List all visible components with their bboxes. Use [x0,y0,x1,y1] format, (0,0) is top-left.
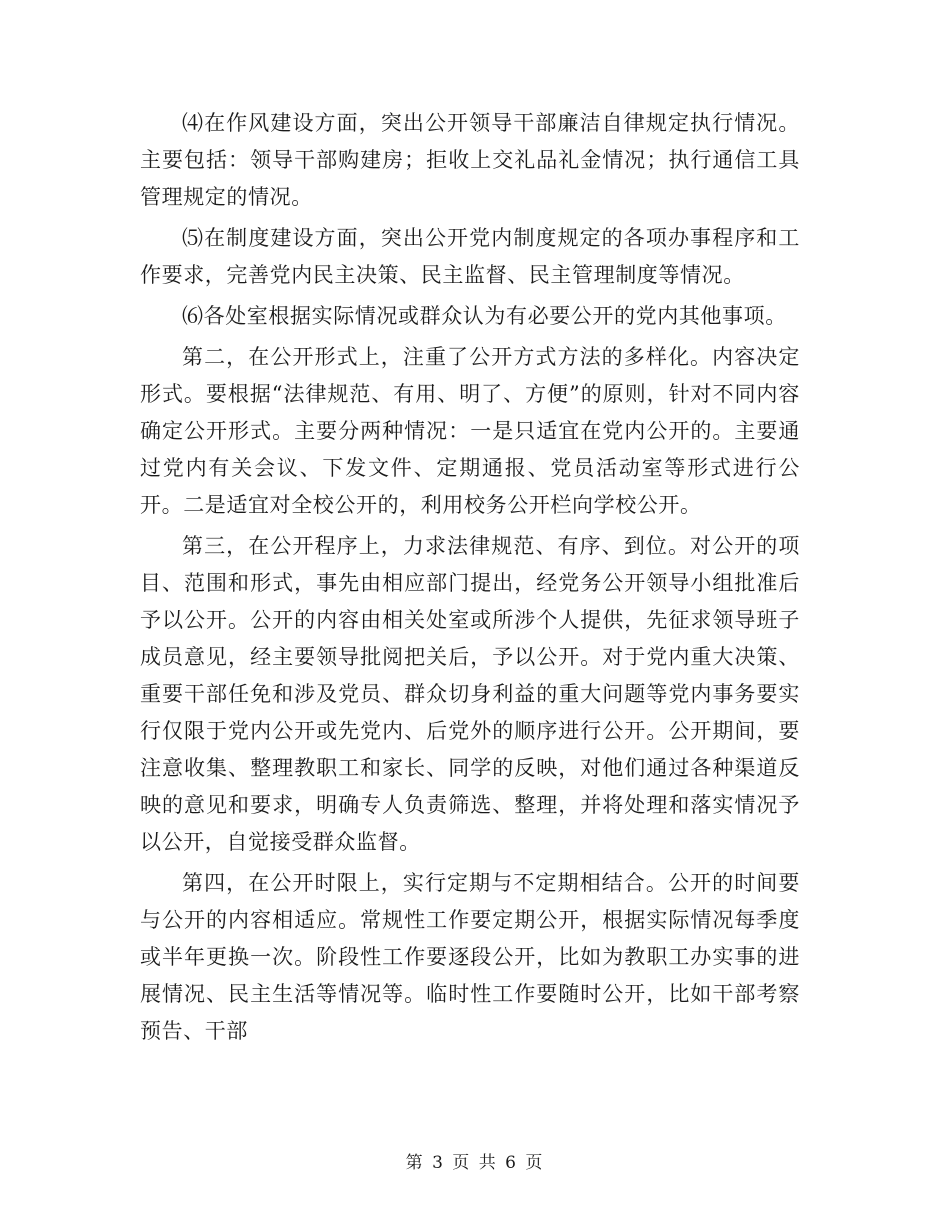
paragraph-disclosure-timing: 第四，在公开时限上，实行定期与不定期相结合。公开的时间要与公开的内容相适应。常规性工作要定期公开，根据实际情况每季度或半年更换一次。阶段性工作要逐段公开，比如为教职工办实事的进展情况、民主生活等情况等。临时性工作要随时公开，比如干部考察预告、干部 [140,871,800,1043]
paragraph-other-matters: ⑹各处室根据实际情况或群众认为有必要公开的党内其他事项。 [182,304,787,328]
paragraph-disclosure-procedure: 第三，在公开程序上，力求法律规范、有序、到位。对公开的项目、范围和形式，事先由相应部门提出，经党务公开领导小组批准后予以公开。公开的内容由相关处室或所涉个人提供，先征求领导班子成员意见，经主要领导批阅把关后，予以公开。对于党内重大决策、重要干部任免和涉及党员、群众切身利益的重大问题等党内事务要实行仅限于党内公开或先党内、后党外的顺序进行公开。公开期间，要注意收集、整理教职工和家长、同学的反映，对他们通过各种渠道反映的意见和要求，明确专人负责筛选、整理，并将处理和落实情况予以公开，自觉接受群众监督。 [140,534,800,854]
paragraph-system-building: ⑸在制度建设方面，突出公开党内制度规定的各项办事程序和工作要求，完善党内民主决策、民主监督、民主管理制度等情况。 [140,226,800,287]
document-body [140,105,800,1054]
paragraph-disclosure-form: 第二，在公开形式上，注重了公开方式方法的多样化。内容决定形式。要根据“法律规范、有用、明了、方便”的原则，针对不同内容确定公开形式。主要分两种情况：一是只适宜在党内公开的。主要通过党内有关会议、下发文件、定期通报、党员活动室等形式进行公开。二是适宜对全校公开的，利用校务公开栏向学校公开。 [140,345,800,517]
page-number-footer: 第 3 页 共 6 页 [405,1153,545,1173]
paragraph-work-style: ⑷在作风建设方面，突出公开领导干部廉洁自律规定执行情况。主要包括：领导干部购建房；拒收上交礼品礼金情况；执行通信工具管理规定的情况。 [140,111,800,209]
